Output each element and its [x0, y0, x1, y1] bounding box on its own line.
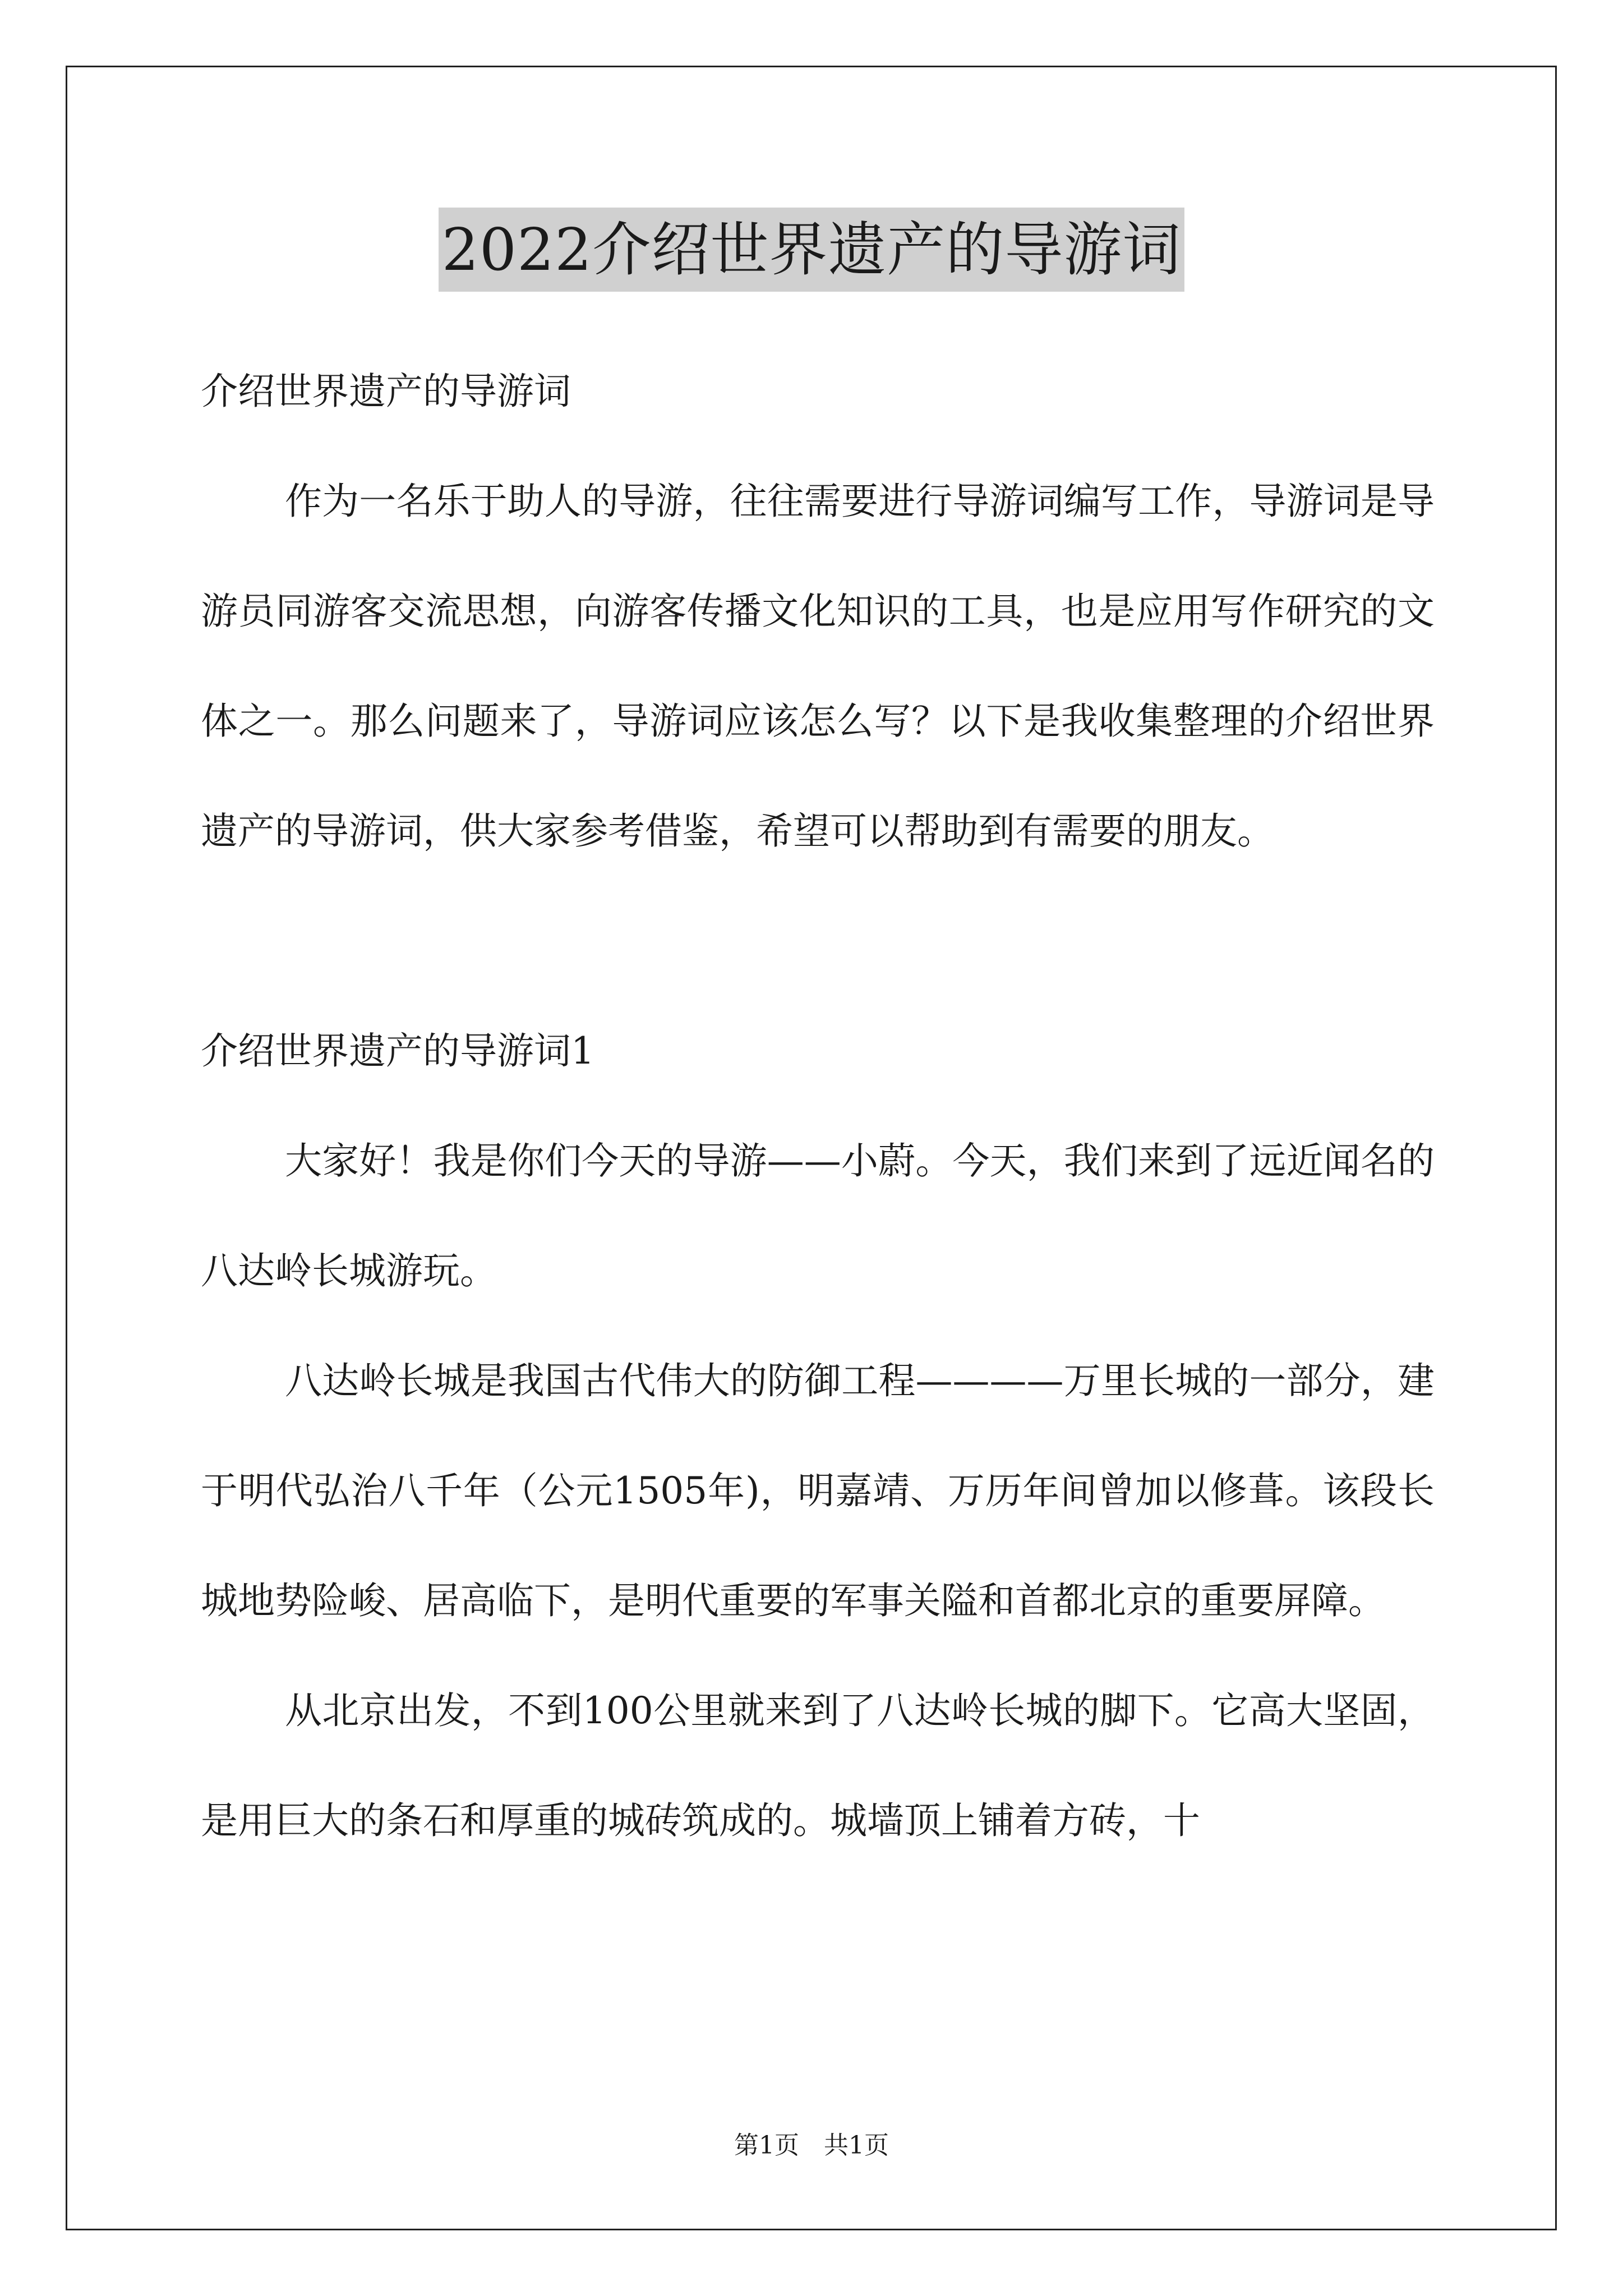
page-footer [0, 2129, 1623, 2162]
section1-paragraph-2: 八达岭长城是我国古代伟大的防御工程————万里长城的一部分，建于明代弘治八千年（公元1505年)，明嘉靖、万历年间曾加以修葺。该段长城地势险峻、居高临下，是明代重要的军事关隘和首都北京的重要屏障。 [201, 1359, 1435, 1622]
page-number: 第1页 共1页 [734, 2131, 889, 2160]
intro-paragraph: 作为一名乐于助人的导游，往往需要进行导游词编写工作，导游词是导游员同游客交流思想，向游客传播文化知识的工具，也是应用写作研究的文体之一。那么问题来了，导游词应该怎么写？以下是我收集整理的介绍世界遗产的导游词，供大家参考借鉴，希望可以帮助到有需要的朋友。 [201, 480, 1435, 853]
document-title [0, 208, 1623, 292]
section1-paragraph-1: 大家好！我是你们今天的导游——小蔚。今天，我们来到了远近闻名的八达岭长城游玩。 [201, 1139, 1435, 1292]
document-body [201, 337, 1435, 1876]
intro-heading: 介绍世界遗产的导游词 [201, 370, 571, 413]
section1-heading: 介绍世界遗产的导游词1 [201, 1029, 594, 1073]
section-spacer [201, 886, 1435, 996]
section1-paragraph-3: 从北京出发，不到100公里就来到了八达岭长城的脚下。它高大坚固，是用巨大的条石和厚重的城砖筑成的。城墙顶上铺着方砖，十 [201, 1689, 1435, 1842]
document-title-text: 2022介绍世界遗产的导游词 [439, 208, 1185, 292]
